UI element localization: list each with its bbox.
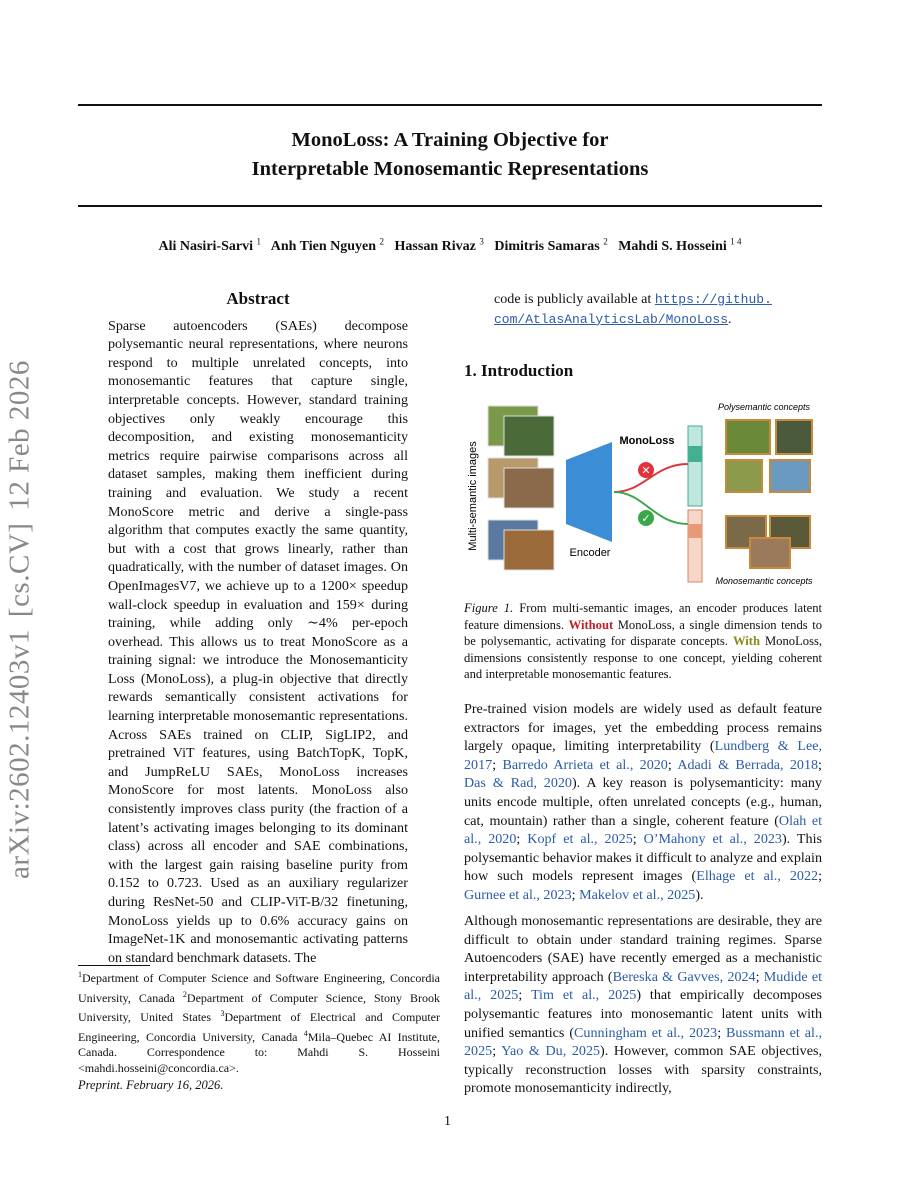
concept-image [750, 538, 790, 568]
preprint-note: Preprint. February 16, 2026. [78, 1078, 224, 1092]
intro-paragraph-2: Although monosemantic representations are desirable, they are difficult to obtain under standard training regimes. Sparse Autoencoders (SAE) have recently emerged as a mechanistic interpretability approach (Bereska & Gavves, 2024; Mudide et al., 2025; Tim et al., 2025) that empirically decomposes polysemantic features into monosemantic latent units with unified semantics (Cunningham et al., 2023; Bussmann et al., 2025; Yao & Du, 2025). However, common SAE objectives, typically reconstruction losses with sparsity constraints, promote monosemanticity indirectly, [464, 913, 822, 1097]
abstract-text: Sparse autoencoders (SAEs) decompose polysemantic neural representations, where neurons respond to multiple unrelated concepts, into monosemantic features that capture single, interpretable concepts. However, standard training objectives only weakly encourage this decomposition, and existing monosemanticity metrics require pairwise comparisons across all dataset samples, making them inefficient during training and evaluation. We study a recent MonoScore metric and derive a single-pass algorithm that computes exactly the same quantity, but with a cost that grows linearly, rather than quadratically, with the number of dataset images. On OpenImagesV7, we achieve up to a 1200× speedup wall-clock speedup in evaluation and 159× during training, while adding only ∼4% per-epoch overhead. This allows us to treat MonoScore as a training signal: we introduce the Monosemanticity Loss (MonoLoss), a plug-in objective that directly rewards semantically consistent activations for learning interpretable monosemantic representations. Across SAEs trained on CLIP, SigLIP2, and pretrained ViT features, using BatchTopK, TopK, and JumpReLU SAEs, MonoLoss increases MonoScore for most latents. MonoLoss also consistently improves class purity (the fraction of a latent’s activating images belonging to its dominant class) across all encoder and SAE combinations, with the largest gain raising baseline purity from 0.152 to 0.723. Used as an auxiliary regularizer during ResNet-50 and CLIP-ViT-B/32 finetuning, MonoLoss yields up to 0.6% accuracy gains on ImageNet-1K and monosemantic activating patterns on standard benchmark datasets. The [108, 317, 408, 966]
monosemantic-label: Monosemantic concepts [715, 576, 813, 586]
author: Hassan Rivaz $^3$ [394, 236, 484, 254]
encoder-label: Encoder [569, 547, 611, 559]
polysemantic-label: Polysemantic concepts [717, 402, 811, 412]
intro-paragraph-1: Pre-trained vision models are widely used as default feature extractors for images, yet the embedding process remains largely opaque, limiting interpretability (Lundberg & Lee, 2017; Barredo Arrieta et al., 2020; Adadi & Berrada, 2018; Das & Rad, 2020). A key reason is polysemanticity: many units encode multiple, often unrelated concepts (e.g., human, cat, mountain) rather than a single, coherent feature (Olah et al., 2020; Kopf et al., 2025; O’Mahony et al., 2023). This polysemantic behavior makes it difficult to analyze and explain how such models represent images (Elhage et al., 2022; Gurnee et al., 2023; Makelov et al., 2025). [464, 701, 823, 903]
author-list [78, 236, 822, 255]
monoloss-label: MonoLoss [619, 435, 675, 447]
code-availability: code is publicly available at https://github. com/AtlasAnalyticsLab/MonoLoss. [494, 291, 772, 327]
figure-1-caption: Figure 1. From multi-semantic images, an encoder produces latent feature dimensions. Without MonoLoss, a single dimension tends to be polysemantic, activating for disparate concepts. With MonoLoss, dimensions consistently response to one concept, yielding coherent and interpretable monosemantic features. [464, 601, 823, 682]
footnote-rule [78, 965, 150, 966]
introduction-heading: 1. Introduction [464, 361, 574, 380]
author: Dimitris Samaras $^2$ [494, 236, 608, 254]
latent-vector-top [688, 426, 702, 506]
svg-text:✕: ✕ [641, 465, 651, 477]
affiliations-footnote: $^1$Department of Computer Science and Software Engineering, Concordia University, Canada $^2$Department of Computer Science, Stony Brook University, United States $^3$Department of Electrical and Computer Engineering, Concordia University, Canada $^4$Mila–Quebec AI Institute, Canada. Correspondence to: Mahdi S. Hosseini <mahdi.hosseini@concordia.ca>. [78, 970, 441, 1075]
author: Mahdi S. Hosseini $^{1 4}$ [618, 236, 742, 254]
input-image [504, 468, 554, 508]
abstract-section [108, 290, 408, 967]
page-number: 1 [444, 1114, 451, 1129]
concept-image [726, 420, 770, 454]
paper-title [78, 126, 822, 184]
concept-image [776, 420, 812, 454]
title-line-2: Interpretable Monosemantic Representations [251, 158, 649, 180]
svg-text:✓: ✓ [641, 513, 651, 525]
author: Anh Tien Nguyen $^2$ [270, 236, 385, 254]
multi-semantic-label: Multi-semantic images [467, 441, 479, 551]
code-link[interactable]: https://github. com/AtlasAnalyticsLab/MonoLoss [494, 292, 772, 327]
encoder-block [566, 442, 612, 542]
title-bottom-rule [78, 205, 822, 207]
top-rule [78, 104, 822, 106]
abstract-heading: Abstract [226, 289, 290, 308]
concept-image [770, 460, 810, 492]
title-line-1: MonoLoss: A Training Objective for [291, 129, 609, 151]
arxiv-watermark: arXiv:2602.12403v1[cs.CV]12 Feb 2026 [3, 360, 36, 879]
concept-image [726, 460, 762, 492]
input-image [504, 530, 554, 570]
input-image [504, 416, 554, 456]
latent-vector-bottom [688, 510, 702, 582]
author: Ali Nasiri-Sarvi $^1$ [158, 236, 261, 254]
figure-1 [464, 398, 822, 592]
